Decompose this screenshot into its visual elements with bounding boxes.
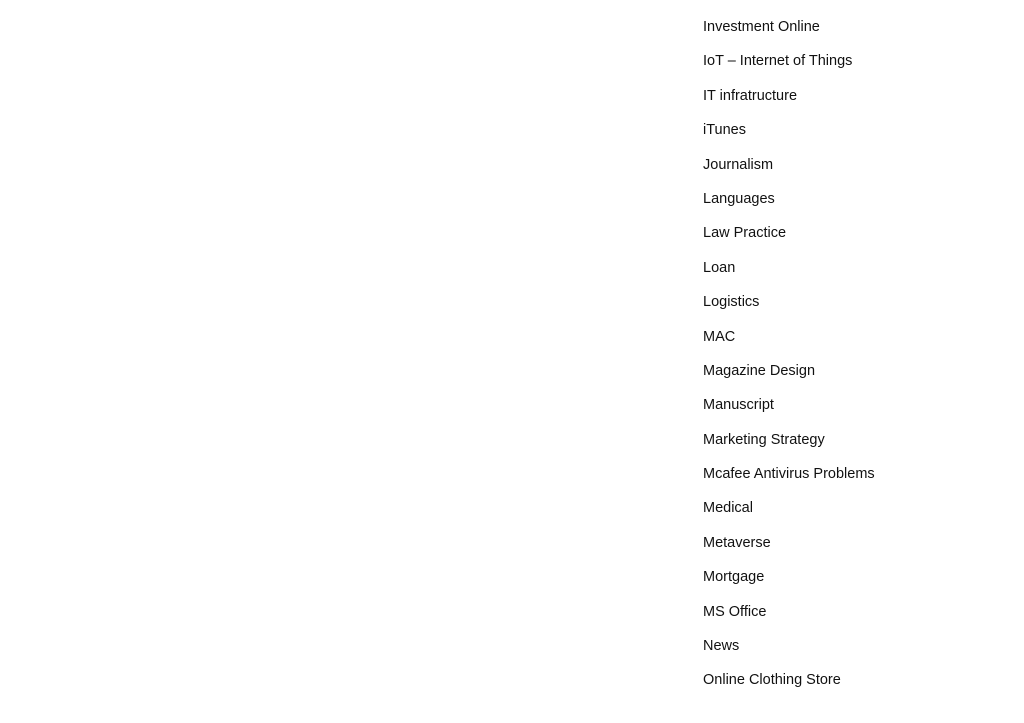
list-item — [703, 491, 1003, 525]
list-item — [703, 354, 1003, 388]
category-link-online-clothing-store[interactable]: Online Clothing Store — [703, 672, 841, 689]
list-item — [703, 457, 1003, 491]
category-link-investment-online[interactable]: Investment Online — [703, 19, 820, 35]
category-link-iot[interactable]: IoT – Internet of Things — [703, 53, 853, 70]
list-item — [703, 320, 1003, 354]
category-link-it-infrastructure[interactable]: IT infratructure — [703, 87, 798, 104]
category-link-manuscript[interactable]: Manuscript — [703, 397, 774, 414]
list-item — [703, 10, 1003, 44]
category-link-news[interactable]: News — [703, 638, 740, 655]
list-item — [703, 182, 1003, 216]
category-link-languages[interactable]: Languages — [703, 190, 775, 207]
list-item — [703, 285, 1003, 319]
list-item — [703, 148, 1003, 182]
category-link-itunes[interactable]: iTunes — [703, 122, 746, 139]
list-item — [703, 595, 1003, 629]
category-link-law-practice[interactable]: Law Practice — [703, 225, 787, 242]
category-link-medical[interactable]: Medical — [703, 500, 753, 517]
category-link-logistics[interactable]: Logistics — [703, 294, 760, 311]
category-link-loan[interactable]: Loan — [703, 259, 736, 276]
category-link-mcafee-antivirus-problems[interactable]: Mcafee Antivirus Problems — [703, 466, 875, 483]
category-link-magazine-design[interactable]: Magazine Design — [703, 362, 816, 379]
list-item — [703, 388, 1003, 422]
list-item — [703, 251, 1003, 285]
list-item — [703, 113, 1003, 147]
category-link-marketing-strategy[interactable]: Marketing Strategy — [703, 431, 825, 448]
list-item — [703, 44, 1003, 78]
category-link-journalism[interactable]: Journalism — [703, 156, 774, 173]
category-link-metaverse[interactable]: Metaverse — [703, 534, 771, 551]
list-item — [703, 560, 1003, 594]
list-item — [703, 216, 1003, 250]
list-item — [703, 526, 1003, 560]
list-item — [703, 423, 1003, 457]
category-list — [703, 10, 1003, 698]
category-link-mortgage[interactable]: Mortgage — [703, 569, 765, 586]
list-item — [703, 79, 1003, 113]
category-link-ms-office[interactable]: MS Office — [703, 603, 767, 620]
list-item — [703, 629, 1003, 663]
category-link-mac[interactable]: MAC — [703, 328, 736, 345]
list-item — [703, 663, 1003, 697]
